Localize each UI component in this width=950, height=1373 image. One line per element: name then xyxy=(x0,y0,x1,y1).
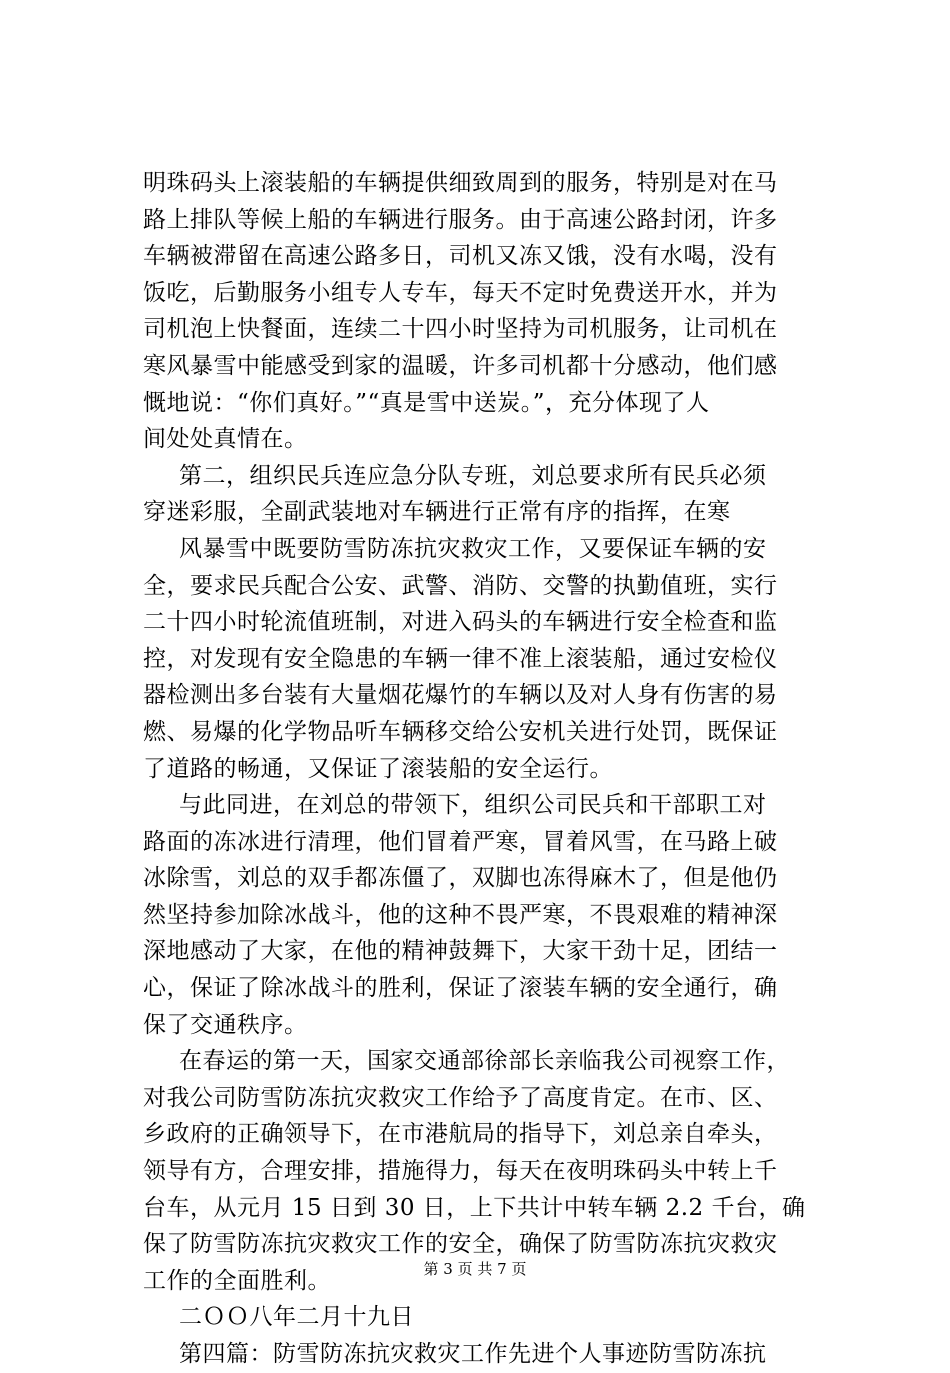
text-line: 司机泡上快餐面，连续二十四小时坚持为司机服务，让司机在 xyxy=(143,316,778,343)
text-line: 慨地说：“你们真好。”“真是雪中送炭。”，充分体现了人 xyxy=(143,389,710,416)
text-line: 燃、易爆的化学物品听车辆移交给公安机关进行处罚，既保证 xyxy=(143,718,778,745)
text-line: 冰除雪，刘总的双手都冻僵了，双脚也冻得麻木了，但是他仍 xyxy=(143,865,778,892)
text-line: 深地感动了大家，在他的精神鼓舞下，大家干劲十足，团结一 xyxy=(143,938,778,965)
paragraph-start-line: 风暴雪中既要防雪防冻抗灾救灾工作，又要保证车辆的安 xyxy=(179,535,767,562)
text-line: 路面的冻冰进行清理，他们冒着严寒，冒着风雪，在马路上破 xyxy=(143,828,778,855)
text-line: 全，要求民兵配合公安、武警、消防、交警的执勤值班，实行 xyxy=(143,572,778,599)
text-line: 乡政府的正确领导下，在市港航局的指导下，刘总亲自牵头， xyxy=(143,1121,778,1148)
text-line: 保了防雪防冻抗灾救灾工作的安全，确保了防雪防冻抗灾救灾 xyxy=(143,1231,778,1258)
text-line: 寒风暴雪中能感受到家的温暖，许多司机都十分感动，他们感 xyxy=(143,352,778,379)
text-line: 领导有方，合理安排，措施得力，每天在夜明珠码头中转上千 xyxy=(143,1158,778,1185)
section-heading-line: 第四篇：防雪防冻抗灾救灾工作先进个人事迹防雪防冻抗 xyxy=(179,1341,767,1367)
text-line: 台车，从元月 15 日到 30 日，上下共计中转车辆 2.2 千台，确 xyxy=(143,1194,806,1221)
text-line: 保了交通秩序。 xyxy=(143,1011,308,1038)
text-line: 了道路的畅通，又保证了滚装船的安全运行。 xyxy=(143,755,613,782)
text-line: 间处处真情在。 xyxy=(143,426,308,453)
document-body xyxy=(143,165,823,1373)
text-line: 穿迷彩服，全副武装地对车辆进行正常有序的指挥，在寒 xyxy=(143,499,731,526)
text-line: 路上排队等候上船的车辆进行服务。由于高速公路封闭，许多 xyxy=(143,206,778,233)
text-line: 然坚持参加除冰战斗，他的这种不畏严寒，不畏艰难的精神深 xyxy=(143,901,778,928)
text-line: 明珠码头上滚装船的车辆提供细致周到的服务，特别是对在马 xyxy=(143,170,778,196)
paragraph-start-line: 与此同进，在刘总的带领下，组织公司民兵和干部职工对 xyxy=(179,792,767,819)
text-line: 器检测出多台装有大量烟花爆竹的车辆以及对人身有伤害的易 xyxy=(143,682,778,709)
paragraph-start-line: 第二，组织民兵连应急分队专班，刘总要求所有民兵必须 xyxy=(179,462,767,489)
text-line: 饭吃，后勤服务小组专人专车，每天不定时免费送开水，并为 xyxy=(143,279,778,306)
text-line: 车辆被滞留在高速公路多日，司机又冻又饿，没有水喝，没有 xyxy=(143,243,778,270)
text-line: 工作的全面胜利。 xyxy=(143,1267,331,1294)
text-line: 心，保证了除冰战斗的胜利，保证了滚装车辆的安全通行，确 xyxy=(143,975,778,1002)
page-number-footer: 第 3 页 共 7 页 xyxy=(423,1260,527,1278)
text-line: 控，对发现有安全隐患的车辆一律不准上滚装船，通过安检仪 xyxy=(143,645,778,672)
text-line: 对我公司防雪防冻抗灾救灾工作给予了高度肯定。在市、区、 xyxy=(143,1084,778,1111)
date-line: 二ＯＯ八年二月十九日 xyxy=(179,1304,414,1331)
paragraph-start-line: 在春运的第一天，国家交通部徐部长亲临我公司视察工作， xyxy=(179,1048,790,1075)
text-line: 二十四小时轮流值班制，对进入码头的车辆进行安全检查和监 xyxy=(143,609,778,636)
